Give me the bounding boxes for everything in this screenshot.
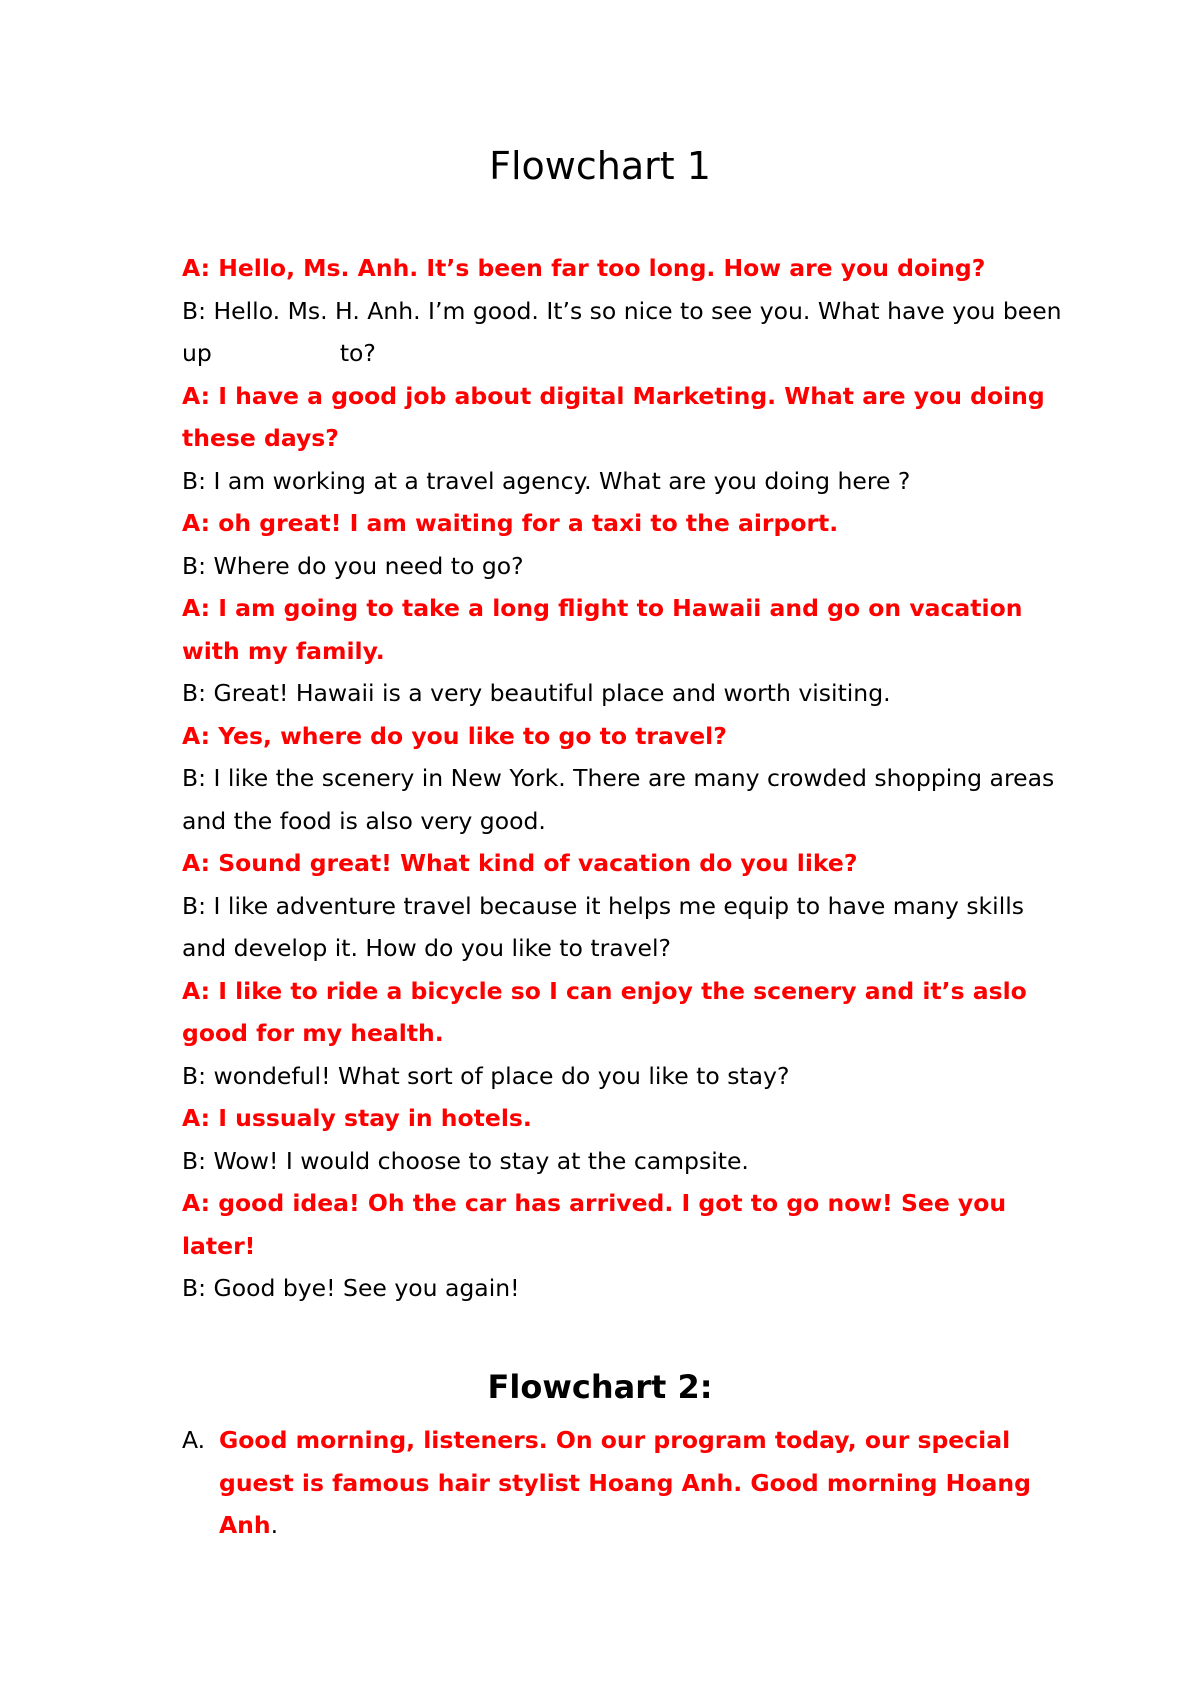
- flowchart-1-title: Flowchart 1: [489, 144, 711, 188]
- dialogue-line-b: B: Good bye! See you again!: [182, 1274, 520, 1302]
- dialogue-line-b: [182, 290, 1062, 375]
- list-marker: A.: [182, 1426, 206, 1454]
- flowchart-2-title: Flowchart 2:: [487, 1368, 713, 1406]
- flowchart-2-list-item: [182, 1419, 1062, 1547]
- flowchart-1-dialogue: [182, 247, 1062, 1310]
- list-item-text: [219, 1419, 1062, 1547]
- dialogue-line-a: A: oh great! I am waiting for a taxi to the airport.: [182, 509, 839, 537]
- list-item-trailing: .: [270, 1511, 279, 1539]
- dialogue-line-b: B: I am working at a travel agency. What are you doing here ?: [182, 466, 911, 495]
- dialogue-line-b: B: I like the scenery in New York. There are many crowded shopping areas and the food is also very good.: [182, 764, 1055, 835]
- dialogue-line-a: A: I like to ride a bicycle so I can enjoy the scenery and it’s aslo good for my health.: [182, 976, 1027, 1047]
- dialogue-line-a: A: I ussualy stay in hotels.: [182, 1104, 532, 1132]
- dialogue-line-b-part: to?: [339, 339, 376, 367]
- dialogue-line-a: A: Yes, where do you like to go to travel?: [182, 721, 727, 750]
- dialogue-line-b: B: Where do you need to go?: [182, 551, 524, 580]
- dialogue-line-a: A: I have a good job about digital Marketing. What are you doing these days?: [182, 381, 1045, 452]
- dialogue-line-b: B: Wow! I would choose to stay at the campsite.: [182, 1146, 749, 1175]
- dialogue-line-b: B: Great! Hawaii is a very beautiful place and worth visiting.: [182, 679, 891, 707]
- dialogue-line-a: A: Sound great! What kind of vacation do you like?: [182, 849, 858, 877]
- dialogue-line-a: A: I am going to take a long flight to Hawaii and go on vacation with my family.: [182, 594, 1023, 665]
- dialogue-line-a: A: good idea! Oh the car has arrived. I got to go now! See you later!: [182, 1189, 1007, 1260]
- dialogue-line-b: B: wondeful! What sort of place do you like to stay?: [182, 1061, 790, 1090]
- dialogue-line-b: B: I like adventure travel because it helps me equip to have many skills and develop it. How do you like to travel?: [182, 891, 1024, 962]
- list-item-text-body: Good morning, listeners. On our program today, our special guest is famous hair stylist Hoang Anh. Good morning Hoang Anh: [219, 1426, 1031, 1539]
- dialogue-line-b-part: B: Hello. Ms. H. Anh. I’m good. It’s so nice to see you. What have you been up: [182, 296, 1062, 367]
- dialogue-line-a: A: Hello, Ms. Anh. It’s been far too long. How are you doing?: [182, 254, 986, 282]
